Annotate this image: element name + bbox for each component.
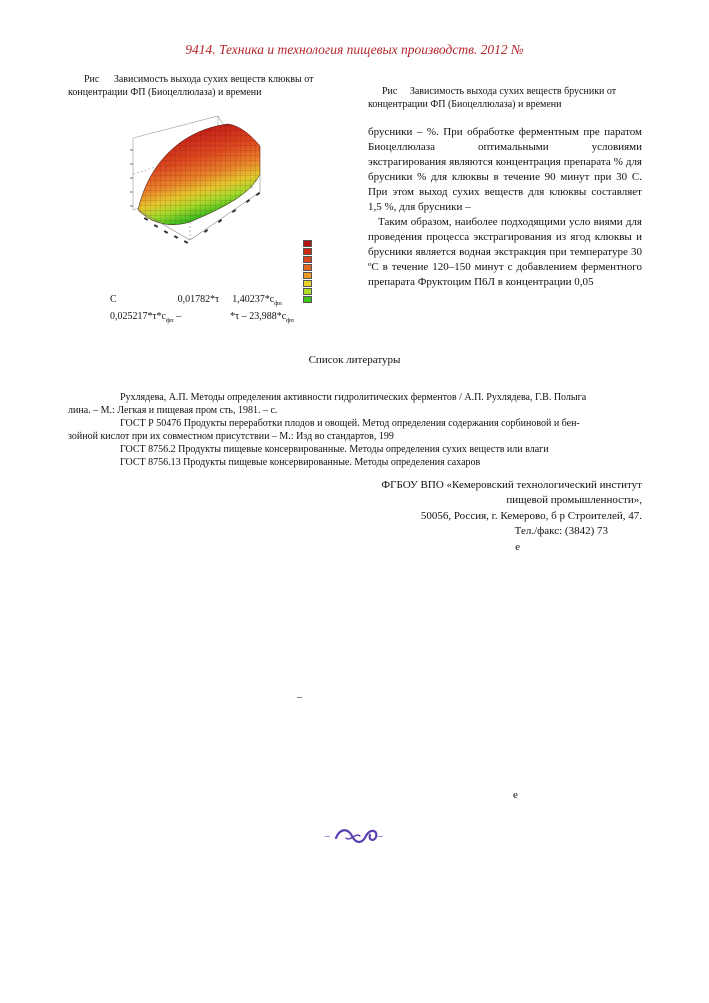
formula-term-1: 0,01782*τ <box>177 294 220 305</box>
formula-line-2 <box>110 310 340 326</box>
affiliation <box>330 478 642 555</box>
stray-letter-e: е <box>513 789 518 801</box>
affiliation-line-2: пищевой промышленности», <box>506 494 642 507</box>
formula-term-5: *τ – 23,988*с <box>230 310 287 322</box>
figure-left-caption <box>68 73 346 99</box>
figure-left-caption-text: Зависимость выхода сухих веществ клюквы от концентрации ФП (Биоцеллюлаза) и времени <box>68 74 314 98</box>
legend-swatch <box>303 272 312 279</box>
surface-plot-figure <box>100 110 320 290</box>
footer-right-dash: – <box>378 831 383 842</box>
references-title: Список литературы <box>308 354 401 366</box>
right-column-text <box>368 125 642 289</box>
z-axis-ticks <box>130 150 133 206</box>
reference-4: ГОСТ 8756.13 Продукты пищевые консервированные. Методы определения сахаров <box>120 457 481 468</box>
affiliation-line-4: Тел./факс: (3842) 73 <box>514 525 608 538</box>
formula-term-4: – <box>173 310 182 322</box>
reference-2 <box>68 417 642 443</box>
formula-sub-3: фп <box>286 316 294 324</box>
legend-swatch <box>303 280 312 287</box>
formula-line-1 <box>110 293 340 309</box>
formula-term-2: 1,40237*с <box>232 294 275 305</box>
formula-lhs: С <box>110 294 117 305</box>
reference-1-line-2: лина. – М.: Легкая и пищевая пром сть, 1981. – с. <box>68 405 278 416</box>
figure-right-caption-text: Зависимость выхода сухих веществ брусники от концентрации ФП (Биоцеллюлаза) и времени <box>368 86 617 110</box>
regression-formula <box>110 293 340 325</box>
figure-right-caption <box>368 85 642 111</box>
paragraph-1: брусники – %. При обработке ферментным пре паратом Биоцеллюлаза оптимальными условиями экстрагирования являются концентрация препарата % для брусники % для клюквы в течение 90 минут при 30 С. При этом выход сухих веществ для клюквы составляет 1,5 %, для брусники – <box>368 126 642 213</box>
reference-1-line-1: Рухлядева, А.П. Методы определения активности гидролитических ферментов / А.П. Рухлядева, Г.В. Полыга <box>120 392 587 403</box>
stray-dash: – <box>297 692 302 703</box>
formula-sub-2: фп <box>165 316 174 324</box>
surface-plot <box>100 110 320 290</box>
footer-ornament <box>320 826 390 846</box>
references-list <box>68 391 642 469</box>
journal-header: 9414. Техника и технология пищевых производств. 2012 № <box>185 42 524 57</box>
reference-1 <box>68 391 642 417</box>
formula-sub-1: фп <box>274 300 282 307</box>
reference-2-line-2: зойной кислот при их совместном присутствии – М.: Изд во стандартов, 199 <box>68 431 394 442</box>
legend-swatch <box>303 264 312 271</box>
formula-term-3: 0,025217*τ*с <box>110 310 166 322</box>
figure-right-caption-prefix: Рис <box>382 86 398 97</box>
affiliation-line-5: е <box>515 540 520 553</box>
paragraph-2: Таким образом, наиболее подходящими усло виями для проведения процесса экстрагирования из ягод клюквы и брусники является водная экстракция при температуре 30 ºС в течение 120–150 минут с добавлением ферментного препарата Фруктоцим П6Л в концентрации 0,05 <box>368 215 642 288</box>
reference-3: ГОСТ 8756.2 Продукты пищевые консервированные. Методы определения сухих веществ или влаги <box>120 444 549 455</box>
flourish-icon <box>332 826 382 846</box>
footer-left-dash: – <box>325 831 330 842</box>
legend-swatch <box>303 240 312 247</box>
legend-swatch <box>303 256 312 263</box>
legend-swatch <box>303 248 312 255</box>
figure-left-caption-prefix: Рис <box>84 74 100 85</box>
reference-2-line-1: ГОСТ Р 50476 Продукты переработки плодов и овощей. Метод определения содержания сорбиновой и бен- <box>120 418 580 429</box>
affiliation-line-1: ФГБОУ ВПО «Кемеровский технологический институт <box>381 479 642 491</box>
affiliation-line-3: 50056, Россия, г. Кемерово, б р Строителей, 47. <box>420 509 642 522</box>
